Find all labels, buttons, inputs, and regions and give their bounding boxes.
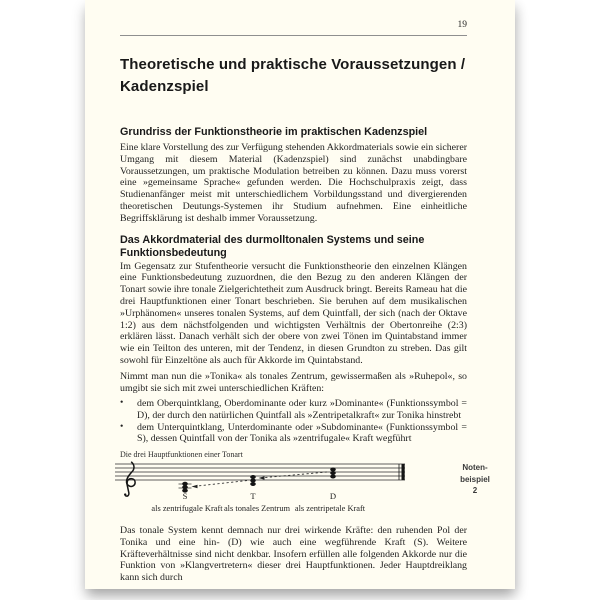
paragraph-tonales-system: Das tonale System kennt demnach nur drei wirkende Kräfte: den ruhenden Pol der Tonika und eine hin- (D) wie auch eine wegführende Kraft (S). Weitere Kräfteverhältnisse sind nicht denkbar. Insofern erfüllen alle folgenden Akkorde nur die Funktion von »Klangvertretern« dieser drei Hauptfunktionen. Jeder Hauptdreiklang kann sich durch: [120, 525, 467, 584]
force-label-zentripetal: als zentripetale Kraft: [294, 504, 366, 514]
paragraph-funktionstheorie: Im Gegensatz zur Stufentheorie versucht die Funktionstheorie den einzelnen Klängen eine Funktionsbedeutung zuzuordnen, die den Bezug zu den anderen Klängen der Tonart sowie ihre tonale Zielgerichtetheit zum Ausdruck bringt. Bereits Rameau hat die drei Hauptfunktionen einer Tonart beschrieben. Sie beruhen auf dem musikalischen »Urphänomen« unseres tonalen Systems, auf dem Quintfall, der sich (nach der Oktave 1:2) aus dem nächstfolgenden und wichtigsten Verhältnis der Obertonreihe (2:3) erklären lässt. Danach verhält sich der obere von zwei Tönen im Quintabstand immer wie ein Teilton des unteren, mit der Tendenz, in diesen Grundton zu streben. Das gilt sowohl für Einzeltöne als auch für Akkorde im Quintabstand.: [120, 260, 467, 366]
chord-d: [330, 468, 336, 479]
bullet-icon: •: [120, 398, 124, 409]
margin-note-line: 2: [472, 486, 478, 495]
list-item-text: dem Oberquintklang, Oberdominante oder kurz »Dominante« (Funktionssymbol = D), der durch den natürlichen Quintfall als »Zentripetalkraft« zur Tonika hinstrebt: [137, 398, 467, 421]
chord-t: [250, 475, 256, 486]
figure-caption: Die drei Hauptfunktionen einer Tonart: [120, 449, 243, 459]
treble-clef-icon: [124, 462, 135, 496]
running-head: [120, 0, 467, 36]
chapter-title: [120, 54, 467, 97]
bullet-icon: •: [120, 421, 124, 432]
list-item-text: dem Unterquintklang, Unterdominante oder »Subdominante« (Funktionssymbol = S), dessen Quintfall von der Tonika als »zentrifugale« Kraft wegführt: [137, 421, 467, 445]
chapter-title-line1: Theoretische und praktische Voraussetzungen /: [120, 56, 466, 73]
arrow-t-to-s: [192, 481, 248, 489]
book-page: [85, 0, 515, 589]
chapter-title-line2: Kadenzspiel: [120, 77, 209, 95]
list-item: [120, 422, 467, 445]
function-label-t: T: [250, 491, 256, 502]
paragraph-tonika-intro: Nimmt man nun die »Tonika« als tonales Zentrum, gewissermaßen als »Ruhepol«, so umgibt sie sich mit zwei unterschiedlichen Kräften:: [120, 370, 467, 394]
margin-note-line: beispiel: [460, 474, 490, 484]
function-label-s: S: [182, 491, 188, 502]
section-heading-akkordmaterial: Das Akkordmaterial des durmolltonalen Systems und seine Funktionsbedeutung: [120, 233, 425, 259]
force-label-zentrifugal: als zentrifugale Kraft: [151, 504, 223, 514]
margin-note-line: Noten-: [462, 463, 488, 472]
music-staff: [115, 461, 467, 502]
paragraph-voraussetzung: Eine klare Vorstellung des zur Verfügung stehenden Akkordmaterials sowie ein sicherer Umgang mit diesem Material (Kadenzspiel) sind zunächst unabdingbare Voraussetzungen, um praktische Modulation betreiben zu können. Dazu muss vorerst eine »gemeinsame Sprache« gefunden werden. Die Hochschulpraxis zeigt, dass Studienanfänger meist mit unterschiedlichem Vorbildungsstand und divergierenden theoretischen Deutungs-Systemen ihr Studium aufnehmen. Eine einheitliche Begriffsklärung ist deshalb immer Voraussetzung.: [120, 142, 467, 224]
list-item: [120, 398, 467, 421]
section-heading-grundriss: Grundriss der Funktionstheorie im praktischen Kadenzspiel: [120, 126, 428, 138]
function-label-d: D: [329, 491, 337, 502]
force-label-zentrum: als tonales Zentrum: [223, 504, 291, 514]
notation-example: [120, 460, 467, 517]
text-column: [120, 0, 467, 584]
bullet-list: [120, 398, 467, 444]
page-number: 19: [457, 20, 467, 30]
